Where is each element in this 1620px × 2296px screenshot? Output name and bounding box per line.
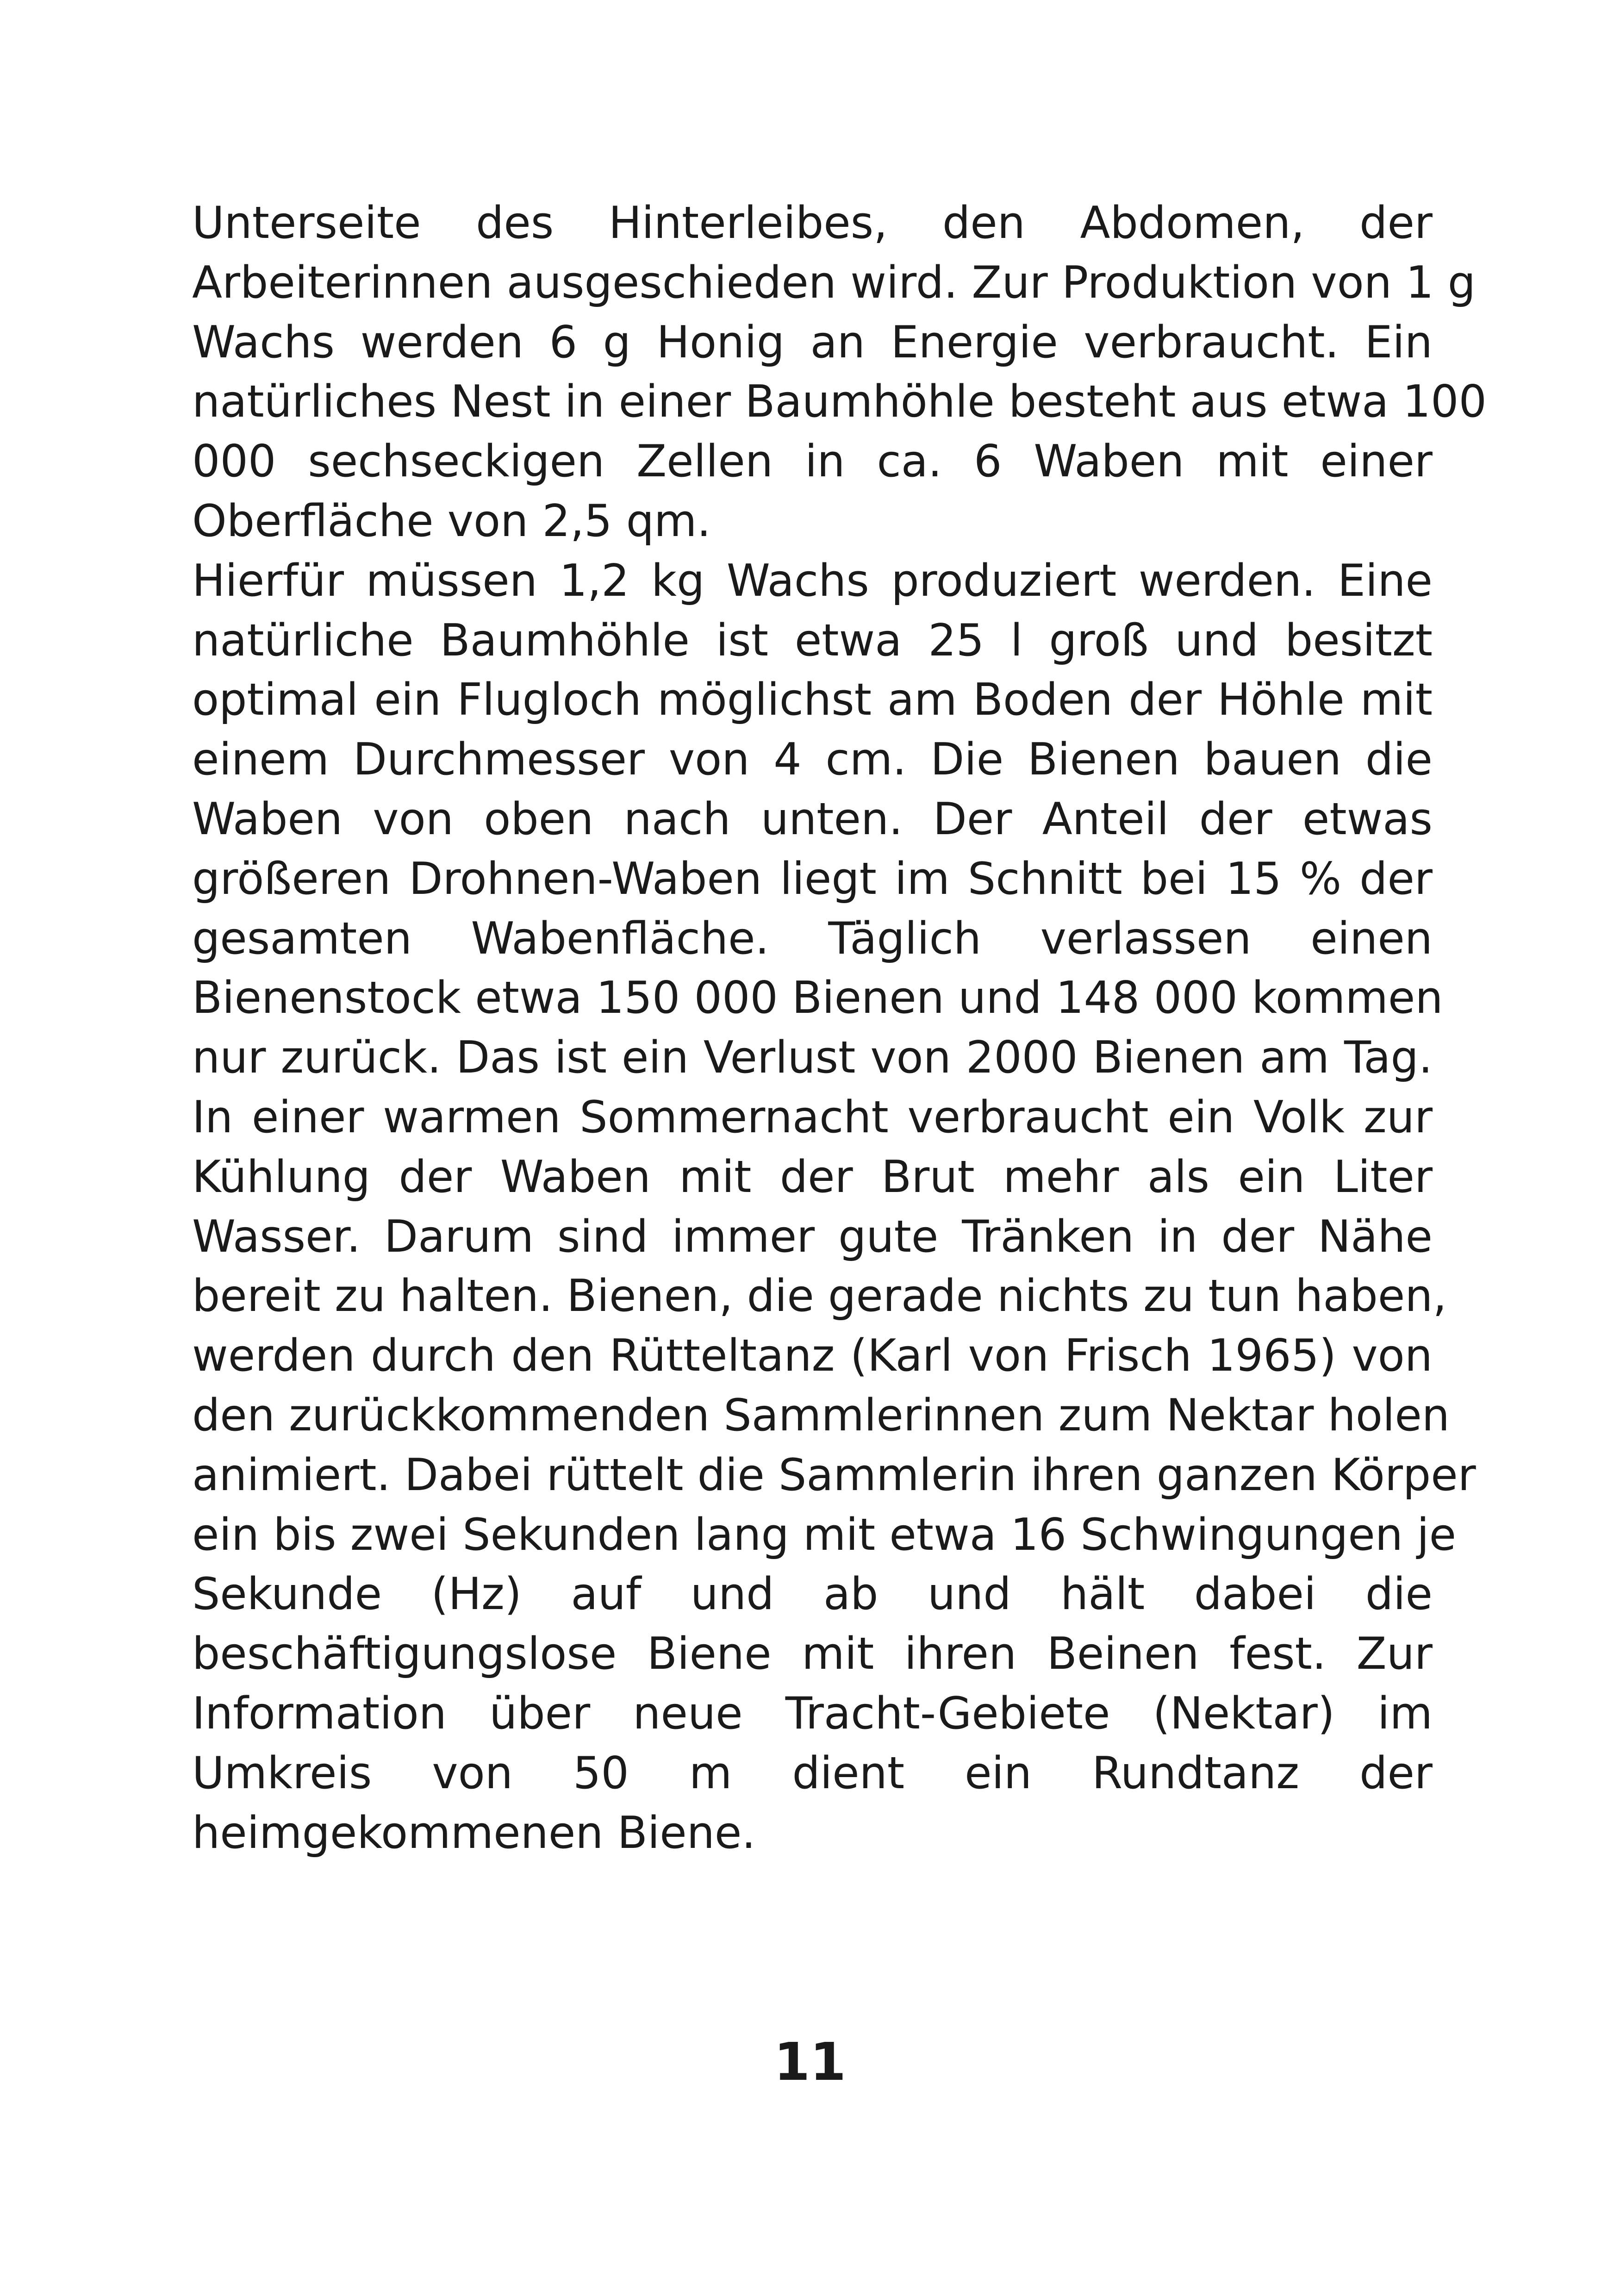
text-line: Waben von oben nach unten. Der Anteil der etwas <box>192 793 1433 845</box>
text-line: animiert. Dabei rüttelt die Sammlerin ihren ganzen Körper <box>192 1449 1476 1501</box>
text-line: den zurückkommenden Sammlerinnen zum Nektar holen <box>192 1390 1450 1441</box>
text-line: werden durch den Rütteltanz (Karl von Frisch 1965) von <box>192 1330 1433 1382</box>
body-text <box>192 193 1487 1863</box>
text-line: Unterseite des Hinterleibes, den Abdomen, der <box>192 198 1433 249</box>
text-line: einem Durchmesser von 4 cm. Die Bienen bauen die <box>192 734 1433 786</box>
page-number: 11 <box>774 2032 846 2092</box>
text-line: Kühlung der Waben mit der Brut mehr als ein Liter <box>192 1151 1433 1203</box>
text-line: gesamten Wabenfläche. Täglich verlassen einen <box>192 913 1433 964</box>
text-line: ein bis zwei Sekunden lang mit etwa 16 Schwingungen je <box>192 1509 1457 1560</box>
text-line: Information über neue Tracht-Gebiete (Nektar) im <box>192 1688 1433 1739</box>
text-line: beschäftigungslose Biene mit ihren Beinen fest. Zur <box>192 1628 1433 1680</box>
text-line: bereit zu halten. Bienen, die gerade nichts zu tun haben, <box>192 1271 1447 1322</box>
text-line: Bienenstock etwa 150 000 Bienen und 148 000 kommen <box>192 973 1443 1024</box>
text-line: optimal ein Flugloch möglichst am Boden der Höhle mit <box>192 674 1433 726</box>
text-line: In einer warmen Sommernacht verbraucht ein Volk zur <box>192 1092 1433 1143</box>
text-line: Sekunde (Hz) auf und ab und hält dabei die <box>192 1569 1433 1620</box>
text-line: Wasser. Darum sind immer gute Tränken in der Nähe <box>192 1211 1433 1262</box>
text-line: natürliches Nest in einer Baumhöhle besteht aus etwa 100 <box>192 376 1487 428</box>
text-line: natürliche Baumhöhle ist etwa 25 l groß und besitzt <box>192 615 1433 666</box>
text-line: Wachs werden 6 g Honig an Energie verbraucht. Ein <box>192 317 1433 368</box>
text-line: größeren Drohnen-Waben liegt im Schnitt bei 15 % der <box>192 853 1433 905</box>
text-line: Umkreis von 50 m dient ein Rundtanz der <box>192 1747 1433 1799</box>
text-line: nur zurück. Das ist ein Verlust von 2000 Bienen am Tag. <box>192 1032 1433 1084</box>
text-line: Oberfläche von 2,5 qm. <box>192 495 711 547</box>
text-line: Hierfür müssen 1,2 kg Wachs produziert werden. Eine <box>192 555 1433 606</box>
text-line: heimgekommenen Biene. <box>192 1807 756 1859</box>
text-line: 000 sechseckigen Zellen in ca. 6 Waben mit einer <box>192 436 1433 487</box>
text-line: Arbeiterinnen ausgeschieden wird. Zur Produktion von 1 g <box>192 257 1476 308</box>
